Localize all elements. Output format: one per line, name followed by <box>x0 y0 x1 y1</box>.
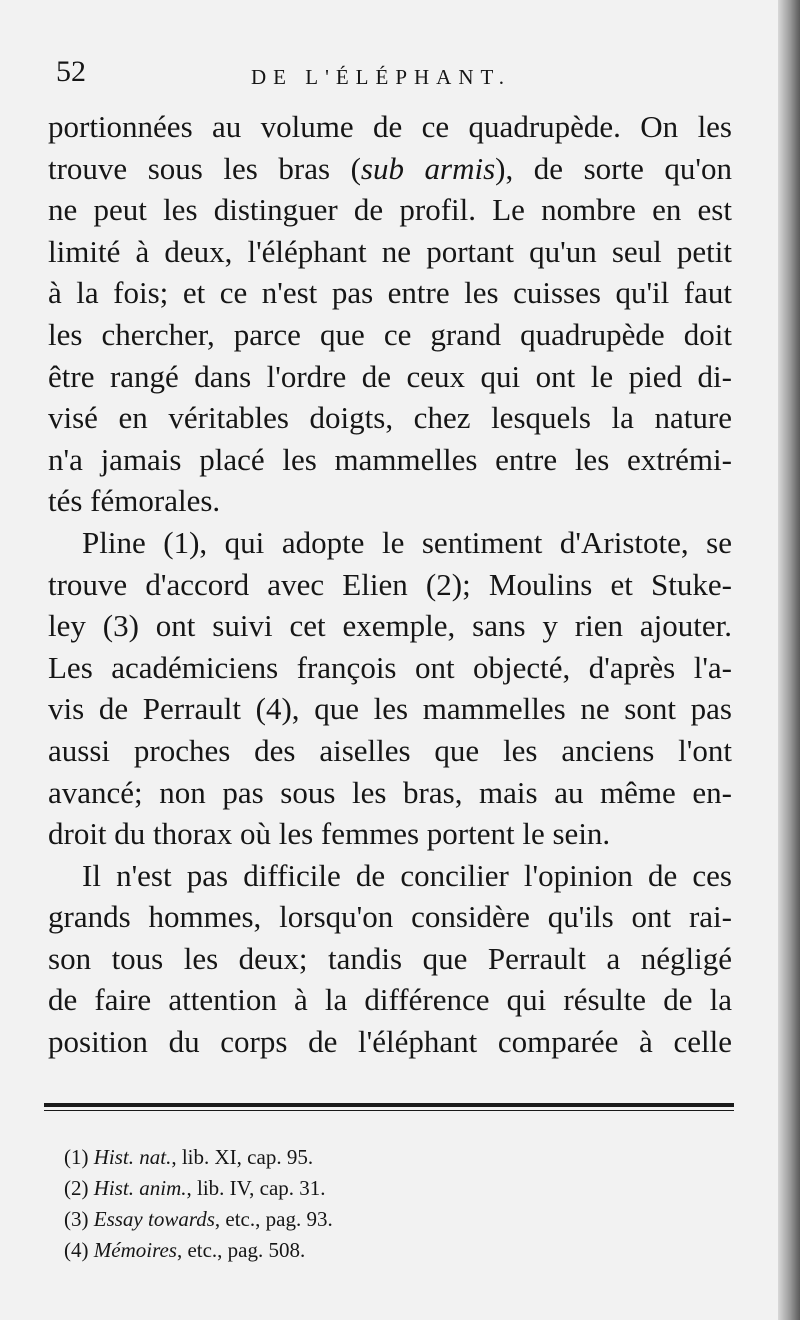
text-line: grands hommes, lorsqu'on considère qu'ils ont rai- <box>48 899 732 935</box>
running-title: DE L'ÉLÉPHANT. <box>251 65 512 89</box>
page-number: 52 <box>56 55 86 88</box>
text-line: ne peut les distinguer de profil. Le nombre en est <box>48 192 732 228</box>
text-line: de faire attention à la différence qui résulte de la <box>48 982 732 1018</box>
footnote <box>64 1204 664 1235</box>
footnote <box>64 1142 664 1173</box>
text-line: vis de Perrault (4), que les mammelles ne sont pas <box>48 691 732 727</box>
text-line: ley (3) ont suivi cet exemple, sans y rien ajouter. <box>48 608 732 644</box>
text-line: Les académiciens françois ont objecté, d'après l'a- <box>48 649 732 685</box>
text-line: aussi proches des aiselles que les anciens l'ont <box>48 732 732 768</box>
footnote-number: (2) <box>64 1176 89 1200</box>
text-line: visé en véritables doigts, chez lesquels la nature <box>48 400 732 436</box>
footnote <box>64 1173 664 1204</box>
footnote-number: (3) <box>64 1207 89 1231</box>
text-line: être rangé dans l'ordre de ceux qui ont le pied di- <box>48 358 732 394</box>
text-line: limité à deux, l'éléphant ne portant qu'un seul petit <box>48 233 732 269</box>
footnote-number: (4) <box>64 1238 89 1262</box>
text-line: Il n'est pas difficile de concilier l'opinion de ces <box>82 857 732 893</box>
text-line: à la fois; et ce n'est pas entre les cuisses qu'il faut <box>48 275 732 311</box>
text-line: n'a jamais placé les mammelles entre les extrémi- <box>48 441 732 477</box>
text-line: tés fémorales. <box>48 483 221 519</box>
page-edge-shadow <box>778 0 800 1320</box>
footnote-ref: , etc., pag. 508. <box>176 1238 306 1262</box>
text-line: son tous les deux; tandis que Perrault a négligé <box>48 940 732 976</box>
text-line: trouve d'accord avec Elien (2); Moulins et Stuke- <box>48 566 732 602</box>
footnote-ref: , lib. IV, cap. 31. <box>186 1176 326 1200</box>
text-line: position du corps de l'éléphant comparée à celle <box>48 1024 732 1060</box>
page-header <box>56 55 746 95</box>
text-line: trouve sous les bras (sub armis), de sorte qu'on <box>48 150 732 186</box>
footnote <box>64 1235 664 1266</box>
text-line: avancé; non pas sous les bras, mais au même en- <box>48 774 732 810</box>
footnote-separator-thin <box>44 1110 734 1111</box>
main-text <box>48 106 732 1063</box>
footnotes <box>64 1142 664 1266</box>
text-line: droit du thorax où les femmes portent le sein. <box>48 816 611 852</box>
footnote-separator <box>44 1103 734 1107</box>
text-line: les chercher, parce que ce grand quadrupède doit <box>48 316 732 352</box>
text-line: Pline (1), qui adopte le sentiment d'Aristote, se <box>82 524 732 560</box>
footnote-number: (1) <box>64 1145 89 1169</box>
text-line: portionnées au volume de ce quadrupède. On les <box>48 109 732 144</box>
footnote-title: Hist. anim. <box>93 1176 187 1200</box>
footnote-ref: , etc., pag. 93. <box>214 1207 333 1231</box>
latin-phrase: sub armis <box>360 150 496 186</box>
footnote-title: Mémoires <box>93 1238 177 1262</box>
footnote-title: Essay towards <box>93 1207 215 1231</box>
footnote-title: Hist. nat. <box>93 1145 172 1169</box>
footnote-ref: , lib. XI, cap. 95. <box>171 1145 314 1169</box>
